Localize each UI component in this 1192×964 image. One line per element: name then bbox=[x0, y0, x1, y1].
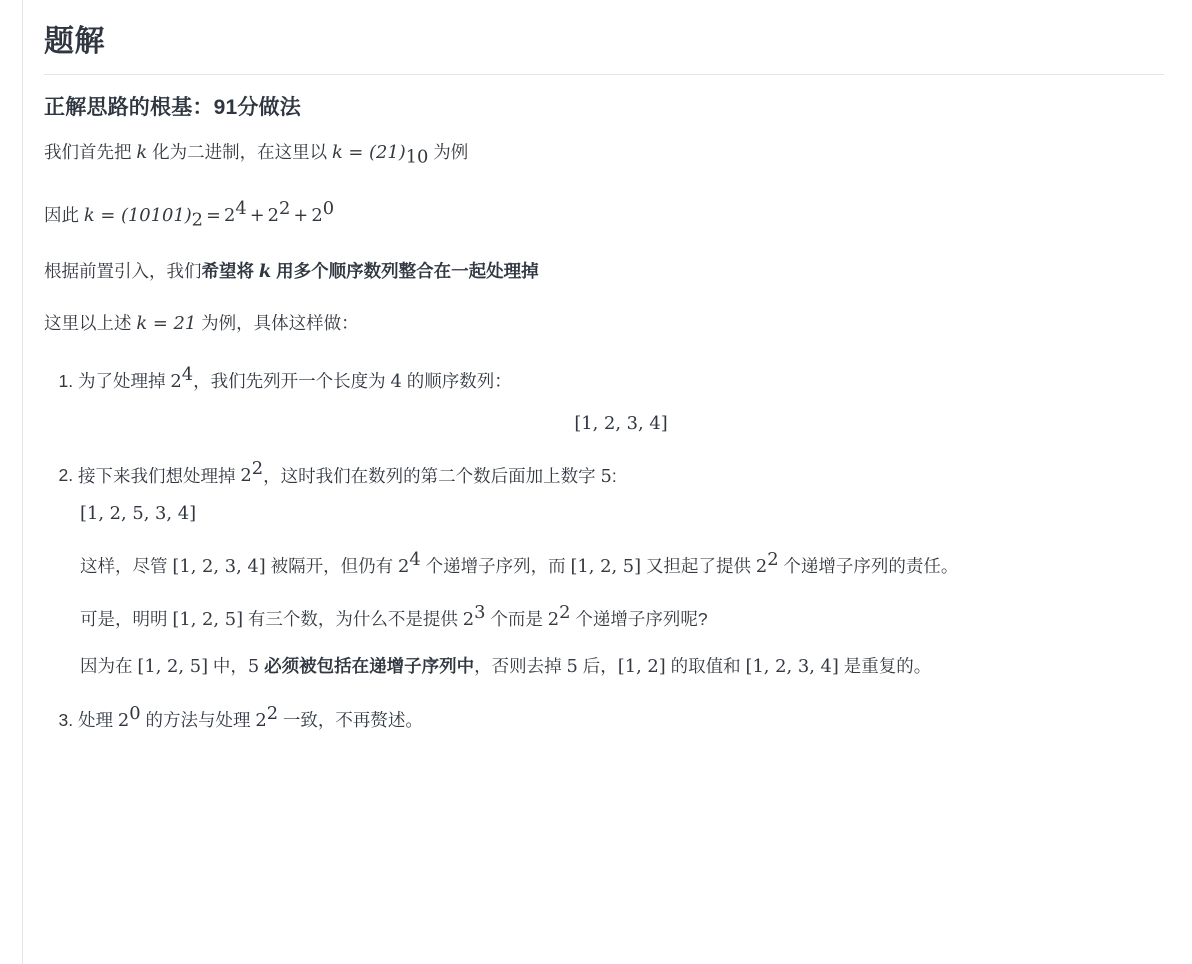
explanation-paragraph-3 bbox=[80, 652, 1164, 682]
math-power-exponent: 3 bbox=[474, 602, 486, 624]
math-power-base: 2 bbox=[117, 709, 130, 731]
math-sequence-12: [1, 2] bbox=[617, 656, 666, 678]
title-divider bbox=[44, 74, 1164, 75]
text-fragment: 有三个数，为什么不是提供 bbox=[243, 608, 463, 629]
math-term-2-exponent: 2 bbox=[279, 198, 291, 220]
math-k-binary: k = (10101) bbox=[83, 204, 192, 226]
list-item bbox=[78, 700, 1164, 734]
math-length: 4 bbox=[390, 371, 402, 393]
math-subscript-10: 10 bbox=[405, 146, 429, 168]
paragraph-example-intro bbox=[44, 310, 1164, 338]
text-fragment: : bbox=[611, 465, 617, 486]
math-term-1-exponent: 4 bbox=[235, 198, 247, 220]
text-fragment: 的取值和 bbox=[665, 656, 746, 677]
text-fragment: 个递增子序列的责任。 bbox=[778, 555, 959, 576]
math-power-base: 2 bbox=[397, 555, 410, 577]
text-fragment: 后， bbox=[577, 656, 618, 677]
text-fragment: 因为在 bbox=[80, 656, 138, 677]
text-fragment: 希望将 bbox=[201, 261, 259, 282]
text-fragment: 化为二进制，在这里以 bbox=[147, 142, 332, 162]
math-power-exponent: 2 bbox=[559, 602, 571, 624]
math-power-exponent: 4 bbox=[181, 364, 194, 386]
math-power-base: 2 bbox=[462, 608, 475, 630]
math-k-equals-21-plain: k = 21 bbox=[136, 312, 197, 334]
page-title: 题解 bbox=[44, 25, 105, 58]
math-plus-2: + bbox=[293, 205, 309, 226]
left-border-rule bbox=[22, 0, 23, 964]
math-k-inline: k bbox=[258, 261, 272, 283]
math-sequence-1234: [1, 2, 3, 4] bbox=[172, 555, 266, 577]
math-inserted-number: 5 bbox=[600, 465, 612, 487]
math-sequence-1234: [1, 2, 3, 4] bbox=[745, 656, 839, 678]
math-number-5: 5 bbox=[566, 656, 578, 678]
explanation-paragraph-2 bbox=[80, 599, 1164, 634]
text-fragment: 一致，不再赘述。 bbox=[278, 709, 423, 730]
block-sequence-2: [1, 2, 5, 3, 4] bbox=[80, 503, 197, 525]
text-fragment: 为例 bbox=[428, 142, 469, 162]
math-power-base: 2 bbox=[170, 371, 182, 393]
text-fragment: 可是，明明 bbox=[80, 608, 173, 629]
text-fragment: 为了处理掉 bbox=[78, 371, 171, 392]
math-power-base: 2 bbox=[755, 555, 768, 577]
math-power-base: 2 bbox=[547, 608, 560, 630]
text-fragment: 的方法与处理 bbox=[140, 709, 256, 730]
text-fragment: 用多个顺序数列整合在一起处理掉 bbox=[271, 261, 539, 282]
emphasis-text: 必须被包括在递增子序列中 bbox=[259, 656, 475, 677]
explanation-paragraph-1 bbox=[80, 546, 1164, 581]
emphasis-text bbox=[202, 261, 539, 281]
math-sequence-125: [1, 2, 5] bbox=[137, 656, 209, 678]
text-fragment: 这样，尽管 bbox=[80, 555, 173, 576]
text-fragment: 个而是 bbox=[485, 608, 548, 629]
math-power-exponent: 4 bbox=[409, 548, 421, 570]
text-fragment: 因此 bbox=[44, 204, 84, 225]
text-fragment: 的顺序数列： bbox=[401, 371, 512, 392]
text-fragment: 接下来我们想处理掉 bbox=[78, 465, 241, 486]
text-fragment: 被隔开，但仍有 bbox=[265, 555, 398, 576]
math-power-exponent: 0 bbox=[129, 703, 141, 725]
paragraph-binary-expansion bbox=[44, 195, 1164, 234]
list-item bbox=[78, 361, 1164, 437]
paragraph-binary-intro bbox=[44, 139, 1164, 171]
text-fragment: 为例，具体这样做： bbox=[196, 312, 359, 333]
paragraph-approach bbox=[44, 258, 1164, 286]
math-k: k bbox=[136, 142, 148, 163]
text-fragment: ，这时我们在数列的第二个数后面加上数字 bbox=[263, 465, 601, 486]
text-fragment: ，我们先列开一个长度为 bbox=[193, 371, 391, 392]
math-number-5: 5 bbox=[247, 656, 260, 678]
math-sequence-125: [1, 2, 5] bbox=[570, 555, 642, 577]
display-sequence-1: [1, 2, 3, 4] bbox=[574, 412, 668, 434]
math-term-1: 2 bbox=[223, 204, 236, 226]
math-power-exponent: 2 bbox=[266, 703, 279, 725]
text-fragment: ，否则去掉 bbox=[474, 656, 567, 677]
math-equals: = bbox=[206, 205, 221, 226]
text-fragment: 个递增子序列呢? bbox=[570, 608, 708, 629]
math-k-equals-21: k = (21) bbox=[331, 142, 406, 163]
math-power-base: 2 bbox=[240, 465, 252, 487]
math-term-2: 2 bbox=[267, 204, 280, 226]
text-fragment: 我们首先把 bbox=[44, 142, 137, 162]
steps-list bbox=[44, 361, 1164, 734]
math-power-base: 2 bbox=[255, 709, 267, 731]
math-power-exponent: 2 bbox=[251, 458, 264, 480]
math-power-exponent: 2 bbox=[767, 548, 779, 570]
math-plus-1: + bbox=[249, 205, 265, 226]
text-fragment: 是重复的。 bbox=[838, 656, 932, 677]
math-term-3: 2 bbox=[311, 204, 323, 226]
text-fragment: 根据前置引入，我们 bbox=[44, 261, 202, 282]
text-fragment: 个递增子序列，而 bbox=[420, 555, 571, 576]
math-subscript-2: 2 bbox=[191, 209, 204, 231]
text-fragment: 中， bbox=[208, 656, 248, 677]
text-fragment: 这里以上述 bbox=[44, 312, 137, 333]
list-item bbox=[78, 456, 1164, 682]
text-fragment: 处理 bbox=[78, 709, 118, 730]
math-sequence-125: [1, 2, 5] bbox=[172, 608, 244, 630]
text-fragment: 又担起了提供 bbox=[641, 555, 756, 576]
section-heading: 正解思路的根基：91分做法 bbox=[44, 96, 301, 119]
math-term-3-exponent: 0 bbox=[322, 198, 335, 220]
